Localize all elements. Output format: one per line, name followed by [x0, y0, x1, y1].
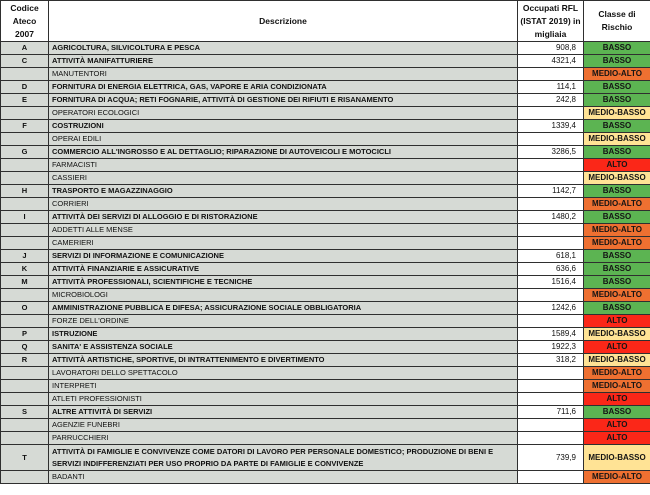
description-cell: ATTIVITÀ MANIFATTURIERE	[49, 55, 518, 68]
occupied-value-cell	[518, 68, 584, 81]
table-row	[1, 341, 650, 354]
description-cell: FARMACISTI	[49, 159, 518, 172]
risk-class-badge-cell: MEDIO-BASSO	[584, 328, 650, 341]
occupied-value-cell	[518, 315, 584, 328]
description-cell: FORNITURA DI ACQUA; RETI FOGNARIE, ATTIVITÀ DI GESTIONE DEI RIFIUTI E RISANAMENTO	[49, 94, 518, 107]
description-cell: MANUTENTORI	[49, 68, 518, 81]
occupied-value-cell: 1922,3	[518, 341, 584, 354]
ateco-code-cell	[1, 393, 49, 406]
description-cell: ATTIVITÀ DEI SERVIZI DI ALLOGGIO E DI RISTORAZIONE	[49, 211, 518, 224]
occupied-value-cell	[518, 172, 584, 185]
occupied-value-cell: 318,2	[518, 354, 584, 367]
occupied-value-cell	[518, 393, 584, 406]
risk-class-badge-cell: BASSO	[584, 94, 650, 107]
description-cell: FORZE DELL'ORDINE	[49, 315, 518, 328]
header-code: Codice Ateco 2007	[1, 1, 49, 42]
occupied-value-cell	[518, 471, 584, 484]
occupied-value-cell: 3286,5	[518, 146, 584, 159]
description-cell: ATTIVITÀ DI FAMIGLIE E CONVIVENZE COME DATORI DI LAVORO PER PERSONALE DOMESTICO; PRODUZIONE DI BENI E SERVIZI INDIFFERENZIATI PER USO PROPRIO DA PARTE DI FAMIGLIE E CONVIVENZE	[49, 445, 518, 471]
risk-class-badge-cell: BASSO	[584, 55, 650, 68]
table-row	[1, 81, 650, 94]
ateco-code-cell: I	[1, 211, 49, 224]
description-cell: ADDETTI ALLE MENSE	[49, 224, 518, 237]
risk-class-badge-cell: MEDIO-ALTO	[584, 237, 650, 250]
ateco-code-cell: T	[1, 445, 49, 471]
occupied-value-cell: 908,8	[518, 42, 584, 55]
table-row	[1, 328, 650, 341]
ateco-code-cell: G	[1, 146, 49, 159]
ateco-code-cell	[1, 172, 49, 185]
risk-class-badge-cell: BASSO	[584, 42, 650, 55]
occupied-value-cell	[518, 380, 584, 393]
description-cell: CASSIERI	[49, 172, 518, 185]
description-cell: AMMINISTRAZIONE PUBBLICA E DIFESA; ASSICURAZIONE SOCIALE OBBLIGATORIA	[49, 302, 518, 315]
risk-class-badge-cell: MEDIO-ALTO	[584, 471, 650, 484]
occupied-value-cell	[518, 159, 584, 172]
table-row	[1, 406, 650, 419]
occupied-value-cell: 1516,4	[518, 276, 584, 289]
description-cell: AGRICOLTURA, SILVICOLTURA E PESCA	[49, 42, 518, 55]
description-cell: COSTRUZIONI	[49, 120, 518, 133]
description-cell: COMMERCIO ALL'INGROSSO E AL DETTAGLIO; RIPARAZIONE DI AUTOVEICOLI E MOTOCICLI	[49, 146, 518, 159]
risk-class-badge-cell: BASSO	[584, 211, 650, 224]
header-description: Descrizione	[49, 1, 518, 42]
risk-class-badge-cell: MEDIO-BASSO	[584, 354, 650, 367]
ateco-code-cell: K	[1, 263, 49, 276]
description-cell: SERVIZI DI INFORMAZIONE E COMUNICAZIONE	[49, 250, 518, 263]
header-occupied: Occupati RFL (ISTAT 2019) in migliaia	[518, 1, 584, 42]
description-cell: CAMERIERI	[49, 237, 518, 250]
header-row	[1, 1, 650, 42]
risk-class-badge-cell: BASSO	[584, 250, 650, 263]
table-row	[1, 380, 650, 393]
risk-class-badge-cell: BASSO	[584, 263, 650, 276]
occupied-value-cell: 114,1	[518, 81, 584, 94]
occupied-value-cell: 618,1	[518, 250, 584, 263]
ateco-code-cell: S	[1, 406, 49, 419]
risk-class-badge-cell: MEDIO-ALTO	[584, 224, 650, 237]
description-cell: ATTIVITÀ PROFESSIONALI, SCIENTIFICHE E TECNICHE	[49, 276, 518, 289]
risk-class-badge-cell: MEDIO-ALTO	[584, 367, 650, 380]
description-cell: ATTIVITÀ FINANZIARIE E ASSICURATIVE	[49, 263, 518, 276]
risk-class-badge-cell: BASSO	[584, 146, 650, 159]
occupied-value-cell: 1589,4	[518, 328, 584, 341]
ateco-code-cell: E	[1, 94, 49, 107]
occupied-value-cell	[518, 107, 584, 120]
table-row	[1, 68, 650, 81]
ateco-code-cell	[1, 224, 49, 237]
ateco-code-cell	[1, 133, 49, 146]
table-row	[1, 276, 650, 289]
risk-class-badge-cell: MEDIO-ALTO	[584, 68, 650, 81]
occupied-value-cell	[518, 419, 584, 432]
ateco-code-cell	[1, 289, 49, 302]
table-row	[1, 432, 650, 445]
ateco-code-cell	[1, 419, 49, 432]
description-cell: MICROBIOLOGI	[49, 289, 518, 302]
ateco-code-cell: D	[1, 81, 49, 94]
table-row	[1, 289, 650, 302]
occupied-value-cell: 1480,2	[518, 211, 584, 224]
occupied-value-cell	[518, 289, 584, 302]
ateco-code-cell	[1, 471, 49, 484]
description-cell: PARRUCCHIERI	[49, 432, 518, 445]
table-row	[1, 159, 650, 172]
occupied-value-cell: 739,9	[518, 445, 584, 471]
description-cell: ALTRE ATTIVITÀ DI SERVIZI	[49, 406, 518, 419]
risk-class-badge-cell: ALTO	[584, 159, 650, 172]
table-row	[1, 419, 650, 432]
table-row	[1, 302, 650, 315]
occupied-value-cell: 242,8	[518, 94, 584, 107]
occupied-value-cell: 4321,4	[518, 55, 584, 68]
ateco-code-cell	[1, 68, 49, 81]
risk-class-badge-cell: BASSO	[584, 120, 650, 133]
description-cell: AGENZIE FUNEBRI	[49, 419, 518, 432]
description-cell: BADANTI	[49, 471, 518, 484]
table-row	[1, 133, 650, 146]
table-row	[1, 315, 650, 328]
description-cell: INTERPRETI	[49, 380, 518, 393]
risk-class-badge-cell: MEDIO-BASSO	[584, 172, 650, 185]
description-cell: SANITA' E ASSISTENZA SOCIALE	[49, 341, 518, 354]
ateco-code-cell	[1, 380, 49, 393]
ateco-code-cell	[1, 237, 49, 250]
table-row	[1, 250, 650, 263]
ateco-code-cell: C	[1, 55, 49, 68]
risk-class-badge-cell: MEDIO-BASSO	[584, 133, 650, 146]
header-risk: Classe di Rischio	[584, 1, 650, 42]
table-row	[1, 224, 650, 237]
description-cell: ATTIVITÀ ARTISTICHE, SPORTIVE, DI INTRATTENIMENTO E DIVERTIMENTO	[49, 354, 518, 367]
ateco-code-cell: A	[1, 42, 49, 55]
description-cell: LAVORATORI DELLO SPETTACOLO	[49, 367, 518, 380]
ateco-code-cell: H	[1, 185, 49, 198]
ateco-code-cell: F	[1, 120, 49, 133]
occupied-value-cell: 636,6	[518, 263, 584, 276]
table-row	[1, 393, 650, 406]
risk-class-badge-cell: MEDIO-BASSO	[584, 445, 650, 471]
ateco-code-cell: P	[1, 328, 49, 341]
table-row	[1, 185, 650, 198]
ateco-code-cell	[1, 315, 49, 328]
risk-class-badge-cell: MEDIO-BASSO	[584, 107, 650, 120]
occupied-value-cell: 1142,7	[518, 185, 584, 198]
ateco-code-cell: O	[1, 302, 49, 315]
risk-class-badge-cell: MEDIO-ALTO	[584, 198, 650, 211]
risk-class-badge-cell: ALTO	[584, 419, 650, 432]
table-row	[1, 445, 650, 471]
ateco-code-cell: R	[1, 354, 49, 367]
ateco-code-cell: M	[1, 276, 49, 289]
ateco-table-body	[1, 42, 650, 484]
table-row	[1, 471, 650, 484]
risk-class-badge-cell: BASSO	[584, 406, 650, 419]
risk-class-badge-cell: BASSO	[584, 276, 650, 289]
ateco-code-cell	[1, 432, 49, 445]
table-row	[1, 354, 650, 367]
table-row	[1, 42, 650, 55]
table-row	[1, 146, 650, 159]
table-row	[1, 55, 650, 68]
risk-class-badge-cell: MEDIO-ALTO	[584, 380, 650, 393]
ateco-code-cell	[1, 367, 49, 380]
table-row	[1, 94, 650, 107]
description-cell: OPERATORI ECOLOGICI	[49, 107, 518, 120]
table-row	[1, 263, 650, 276]
description-cell: FORNITURA DI ENERGIA ELETTRICA, GAS, VAPORE E ARIA CONDIZIONATA	[49, 81, 518, 94]
occupied-value-cell	[518, 367, 584, 380]
risk-class-badge-cell: MEDIO-ALTO	[584, 289, 650, 302]
occupied-value-cell: 1242,6	[518, 302, 584, 315]
description-cell: TRASPORTO E MAGAZZINAGGIO	[49, 185, 518, 198]
occupied-value-cell	[518, 432, 584, 445]
table-row	[1, 198, 650, 211]
description-cell: CORRIERI	[49, 198, 518, 211]
occupied-value-cell	[518, 198, 584, 211]
ateco-code-cell	[1, 198, 49, 211]
risk-class-badge-cell: ALTO	[584, 432, 650, 445]
description-cell: OPERAI EDILI	[49, 133, 518, 146]
description-cell: ATLETI PROFESSIONISTI	[49, 393, 518, 406]
ateco-code-cell: J	[1, 250, 49, 263]
occupied-value-cell	[518, 237, 584, 250]
table-row	[1, 172, 650, 185]
risk-class-badge-cell: BASSO	[584, 302, 650, 315]
risk-class-badge-cell: ALTO	[584, 393, 650, 406]
occupied-value-cell: 711,6	[518, 406, 584, 419]
table-row	[1, 237, 650, 250]
occupied-value-cell: 1339,4	[518, 120, 584, 133]
risk-class-badge-cell: BASSO	[584, 81, 650, 94]
ateco-code-cell: Q	[1, 341, 49, 354]
risk-class-badge-cell: ALTO	[584, 341, 650, 354]
table-row	[1, 107, 650, 120]
description-cell: ISTRUZIONE	[49, 328, 518, 341]
occupied-value-cell	[518, 133, 584, 146]
table-row	[1, 211, 650, 224]
risk-class-badge-cell: ALTO	[584, 315, 650, 328]
table-row	[1, 120, 650, 133]
table-header	[1, 1, 650, 42]
ateco-code-cell	[1, 107, 49, 120]
occupied-value-cell	[518, 224, 584, 237]
table-row	[1, 367, 650, 380]
risk-class-badge-cell: BASSO	[584, 185, 650, 198]
ateco-code-cell	[1, 159, 49, 172]
